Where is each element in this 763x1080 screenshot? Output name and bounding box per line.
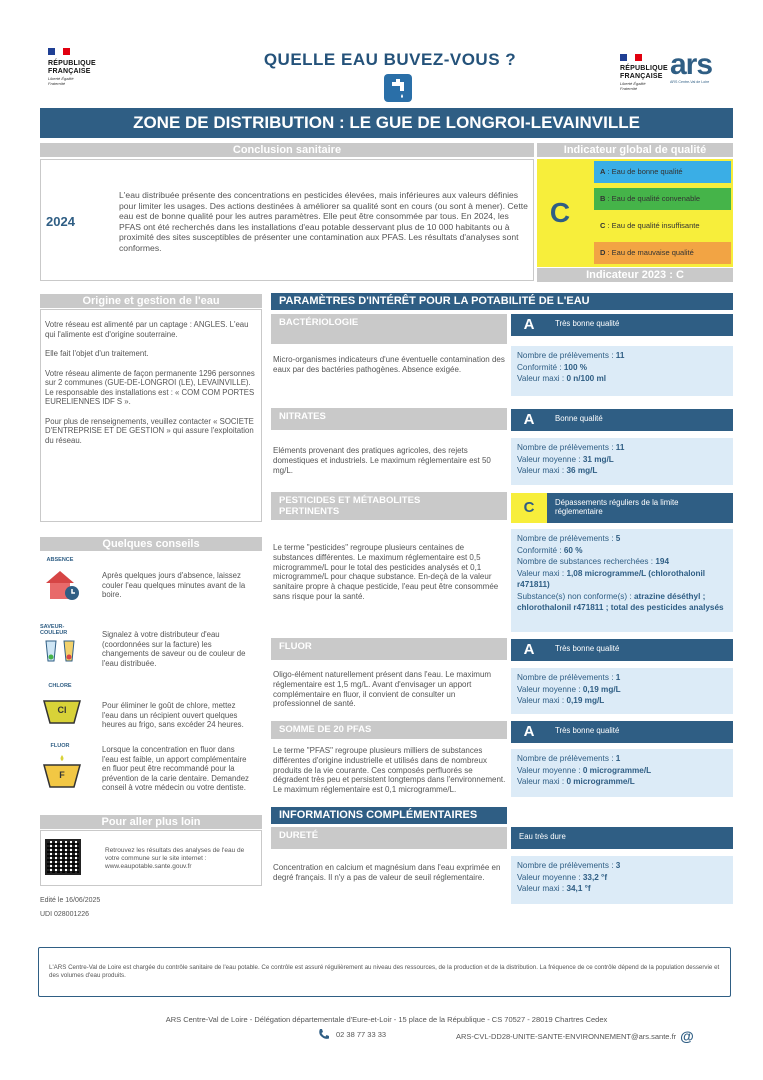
stat-value: 0,19 mg/L (566, 696, 605, 705)
stat-row (517, 545, 727, 557)
footer-email-row (456, 1028, 694, 1044)
info-header: INFORMATIONS COMPLÉMENTAIRES (271, 807, 507, 824)
conseil-text: Pour éliminer le goût de chlore, mettez l'eau dans un récipient ouvert quelques heures au frigo, sans excéder 24 heures. (102, 701, 244, 729)
stat-value: 0,19 mg/L (582, 684, 621, 694)
stat-row (517, 591, 727, 614)
stat-label: Nombre de prélèvements : (517, 861, 616, 870)
fluor-bowl-icon (42, 753, 82, 789)
stat-row (517, 373, 727, 385)
stat-value: 100 % (563, 362, 588, 372)
conseils-header: Quelques conseils (40, 537, 262, 551)
footer-address: ARS Centre-Val de Loire - Délégation départementale d'Eure-et-Loir - 15 place de la République - CS 70527 - 28019 Chartres Cedex (165, 1015, 608, 1024)
level-letter: D (600, 248, 606, 257)
param-nitrates-desc: Eléments provenant des pratiques agricoles, des rejets domestiques et industriels. Le maximum réglementaire est 50 mg/L. (273, 446, 491, 475)
chlore-symbol: Cl (57, 705, 67, 715)
stat-value: 3 (615, 861, 621, 870)
ars-logo-sub: ARS Centre-Val de Loire (670, 80, 710, 84)
rf-logo-right (620, 54, 668, 91)
stat-value: 31 mg/L (582, 454, 614, 464)
further-text: Retrouvez les résultats des analyses de l'eau de votre commune sur le site internet : www.eaupotable.sante.gouv.fr (105, 847, 245, 870)
conclusion-text: L'eau distribuée présente des concentrations en pesticides élevées, mais inférieures aux valeurs définies pour limiter les usages. Des actions destinées à améliorer sa qualité sont en cours (ou sont à mener). Cette eau est de bonne qualité pour les autres paramètres. Elle peut être consommée par tous. En 2024, les PFAS ont été recherchés dans les installations d'eau potable desservant plus de 10 000 habitants ou à proximité des sites susceptibles de présenter une contamination aux PFAS. Les résultats d'analyses sont conformes. (119, 190, 528, 253)
level-letter: C (600, 221, 606, 230)
level-label: : Eau de bonne qualité (605, 167, 683, 176)
stat-label: Nombre de prélèvements : (517, 673, 616, 682)
stat-row (517, 568, 727, 591)
origin-p1: Votre réseau est alimenté par un captage : ANGLES. L'eau qui l'alimente est d'origine souterraine. (45, 320, 249, 339)
chlore-bowl-icon (42, 693, 82, 725)
stat-label: Valeur maxi : (517, 696, 567, 705)
french-flag-icon (620, 54, 642, 61)
footer-note-box (38, 947, 731, 997)
origin-header: Origine et gestion de l'eau (40, 294, 262, 308)
param-fluor-stats (511, 668, 733, 714)
param-pfas-desc: Le terme "PFAS" regroupe plusieurs milliers de substances différentes d'origine industrielle et utilisés dans de nombreux produits de la vie courante. Ces composés perfluorés se dégradent très peu et persistent longtemps dans l'environnement. Le maximum réglementaire est 0,1 microgramme/L. (273, 746, 506, 795)
stat-value: atrazine déséthyl ; chlorothalonil r471811 ; total des pesticides analysés (517, 591, 724, 612)
stat-label: Nombre de prélèvements : (517, 351, 616, 360)
phone-number: 02 38 77 33 33 (336, 1029, 387, 1039)
stat-row (517, 776, 727, 788)
stat-row (517, 672, 727, 684)
rf-name-1: RÉPUBLIQUE (620, 65, 668, 72)
stat-label: Nombre de prélèvements : (517, 534, 616, 543)
stat-label: Valeur maxi : (517, 777, 567, 786)
conclusion-year: 2024 (46, 214, 75, 229)
param-bacterio-name: BACTÉRIOLOGIE (271, 314, 507, 344)
zone-banner: ZONE DE DISTRIBUTION : LE GUE DE LONGROI-LEVAINVILLE (40, 108, 733, 138)
stat-row (517, 454, 727, 466)
conclusion-header: Conclusion sanitaire (40, 143, 534, 157)
info-durete-name: DURETÉ (271, 827, 507, 849)
info-durete-stats (511, 856, 733, 904)
rf-name-2: FRANÇAISE (48, 68, 91, 75)
stat-value: 60 % (563, 545, 583, 555)
param-bacterio-grade: A (511, 314, 547, 336)
conseil-absence (40, 557, 262, 606)
stat-row (517, 350, 727, 362)
indicator-footer: Indicateur 2023 : C (537, 268, 733, 282)
info-durete-desc: Concentration en calcium et magnésium dans l'eau exprimée en degré français. Il n'y a pas de valeur de seuil réglementaire. (273, 863, 501, 882)
footer-phone (318, 1028, 386, 1040)
stat-row (517, 533, 727, 545)
stat-label: Valeur moyenne : (517, 454, 583, 464)
level-a (594, 161, 731, 183)
stat-row (517, 860, 727, 872)
stat-label: Valeur maxi : (517, 374, 567, 383)
conseil-chlore (40, 683, 262, 729)
level-letter: B (600, 194, 606, 203)
level-b (594, 188, 731, 210)
rf-name-1: RÉPUBLIQUE (48, 60, 96, 67)
stat-value: 194 (655, 557, 670, 566)
stat-value: 36 mg/L (566, 466, 598, 475)
origin-p2: Elle fait l'objet d'un traitement. (45, 349, 149, 358)
param-pfas-label: Très bonne qualité (547, 721, 733, 743)
french-flag-icon (48, 48, 70, 55)
stat-label: Valeur moyenne : (517, 872, 583, 882)
param-nitrates-label: Bonne qualité (547, 409, 733, 431)
conclusion-box (40, 159, 534, 281)
param-nitrates-name: NITRATES (271, 408, 507, 430)
origin-box (40, 309, 262, 522)
stat-row (517, 883, 727, 895)
stat-value: 0 microgramme/L (582, 765, 652, 775)
stat-label: Valeur moyenne : (517, 765, 583, 775)
param-pfas-stats (511, 749, 733, 797)
level-c (594, 215, 731, 237)
stat-row (517, 872, 727, 884)
conseil-fluor (40, 743, 262, 792)
indicator-levels (594, 161, 731, 264)
stat-label: Substance(s) non conforme(s) : (517, 591, 634, 601)
stat-label: Valeur maxi : (517, 884, 567, 893)
stat-row (517, 765, 727, 777)
param-pfas-grade: A (511, 721, 547, 743)
params-header: PARAMÈTRES D'INTÉRÊT POUR LA POTABILITÉ DE L'EAU (271, 293, 733, 310)
ars-logo (670, 50, 730, 84)
indicator-header: Indicateur global de qualité (537, 143, 733, 157)
stat-row (517, 556, 727, 568)
conseil-cat: SAVEUR-COULEUR (40, 624, 68, 636)
stat-value: 1,08 microgramme/L (chlorothalonil r471811) (517, 568, 706, 589)
rf-motto: Liberté Égalité Fraternité (48, 76, 74, 86)
conseil-cat: FLUOR (50, 743, 70, 749)
further-header: Pour aller plus loin (40, 815, 262, 829)
origin-p4: Pour plus de renseignements, veuillez contacter « SOCIETE D'ENTREPRISE ET DE GESTION » qui assure l'exploitation du réseau. (45, 416, 254, 445)
edited-date: Edité le 16/06/2025 (40, 897, 101, 904)
param-bacterio-desc: Micro-organismes indicateurs d'une éventuelle contamination des eaux par des bactéries pathogènes. Absence exigée. (273, 355, 505, 374)
rf-name-2: FRANÇAISE (620, 73, 663, 80)
rf-motto: Liberté Égalité Fraternité (620, 81, 646, 91)
conseil-cat: ABSENCE (46, 557, 74, 563)
qr-code-icon[interactable] (45, 839, 81, 875)
stat-label: Nombre de prélèvements : (517, 443, 616, 452)
param-pfas-name: SOMME DE 20 PFAS (271, 721, 507, 739)
stat-value: 33,2 °f (582, 872, 608, 882)
indicator-box (537, 159, 733, 267)
param-pesticides-desc: Le terme "pesticides" regroupe plusieurs centaines de substances différentes. Le maximum réglementaire est 0,5 microgramme/L pour le total des pesticides analysés et 0,1 microgramme/L pour chaque substance. En-deçà de la valeur sanitaire propre à chaque pesticide, l'eau peut être consommée sans risque pour la santé. (273, 543, 499, 601)
conseil-saveur (40, 624, 262, 670)
page-title: QUELLE EAU BUVEZ-VOUS ? (263, 50, 517, 69)
param-pesticides-grade: C (511, 493, 547, 523)
further-box (40, 830, 262, 886)
stat-value: 5 (615, 534, 621, 543)
param-pesticides-label: Dépassements réguliers de la limite réglementaire (547, 493, 733, 523)
ars-logo-text: ars (670, 48, 713, 81)
level-label: : Eau de qualité insuffisante (605, 221, 700, 230)
phone-icon (318, 1028, 330, 1040)
stat-row (517, 684, 727, 696)
conseil-text: Lorsque la concentration en fluor dans l'eau est faible, un apport complémentaire en fluor peut être recommandé pour la prévention de la carie dentaire. Demandez conseil à votre médecin ou votre dentiste. (102, 745, 249, 792)
origin-p3: Votre réseau alimente de façon permanente 1296 personnes sur 2 communes (GUE-DE-LONGROI (LE), LEVAINVILLE). Le responsable des installations est : « COM COM PORTES EURELIENNES IDF S ». (45, 368, 255, 406)
indicator-grade: C (549, 197, 571, 228)
stat-label: Conformité : (517, 545, 564, 555)
stat-value: 1 (615, 754, 621, 763)
at-icon: @ (680, 1028, 694, 1044)
stat-row (517, 753, 727, 765)
stat-value: 34,1 °f (566, 884, 591, 893)
param-fluor-desc: Oligo-élément naturellement présent dans l'eau. Le maximum réglementaire est 1,5 mg/L. Avant d'envisager un apport complémentaire en fluor, il convient de consulter un professionnel de santé. (273, 670, 492, 709)
stat-label: Valeur moyenne : (517, 684, 583, 694)
level-letter: A (600, 167, 606, 176)
stat-label: Nombre de substances recherchées : (517, 557, 656, 566)
stat-value: 0 microgramme/L (566, 777, 635, 786)
fluor-symbol: F (59, 770, 65, 780)
stat-value: 11 (615, 443, 625, 452)
stat-row (517, 362, 727, 374)
rf-logo-left (48, 48, 96, 86)
conseil-text: Signalez à votre distributeur d'eau (coordonnées sur la facture) les changements de saveur ou de couleur de l'eau distribuée. (102, 630, 246, 668)
param-pesticides-name: PESTICIDES ET MÉTABOLITES PERTINENTS (271, 492, 507, 520)
stat-label: Nombre de prélèvements : (517, 754, 616, 763)
footer-email[interactable]: ARS-CVL-DD28-UNITE-SANTE-ENVIRONNEMENT@ars.sante.fr (456, 1031, 677, 1041)
level-label: : Eau de mauvaise qualité (605, 248, 694, 257)
footer-note: L'ARS Centre-Val de Loire est chargée du contrôle sanitaire de l'eau potable. Ce contrôle est assuré régulièrement au niveau des ressources, de la production et de la distribution. La fréquence de ce contrôle dépend de la population desservie et des volumes d'eau produits. (49, 964, 720, 979)
stat-row (517, 442, 727, 454)
stat-value: 0 n/100 ml (566, 374, 607, 383)
udi-code: UDI 028001226 (40, 911, 90, 918)
stat-label: Valeur maxi : (517, 466, 567, 475)
water-tap-icon (384, 74, 412, 102)
stat-row (517, 465, 727, 477)
level-d (594, 242, 731, 264)
param-pesticides-stats (511, 529, 733, 632)
stat-label: Conformité : (517, 362, 564, 372)
stat-label: Valeur maxi : (517, 568, 567, 578)
param-nitrates-grade: A (511, 409, 547, 431)
conseil-text: Après quelques jours d'absence, laissez couler l'eau quelques minutes avant de la boire. (102, 571, 246, 599)
stat-value: 1 (615, 673, 621, 682)
stat-value: 11 (615, 351, 625, 360)
param-bacterio-label: Très bonne qualité (547, 314, 733, 336)
info-durete-label: Eau très dure (511, 827, 733, 849)
param-fluor-grade: A (511, 639, 547, 661)
param-fluor-name: FLUOR (271, 638, 507, 660)
param-fluor-label: Très bonne qualité (547, 639, 733, 661)
param-bacterio-stats (511, 346, 733, 396)
level-label: : Eau de qualité convenable (605, 194, 701, 203)
param-nitrates-stats (511, 438, 733, 485)
stat-row (517, 695, 727, 707)
conseil-cat: CHLORE (48, 683, 72, 689)
